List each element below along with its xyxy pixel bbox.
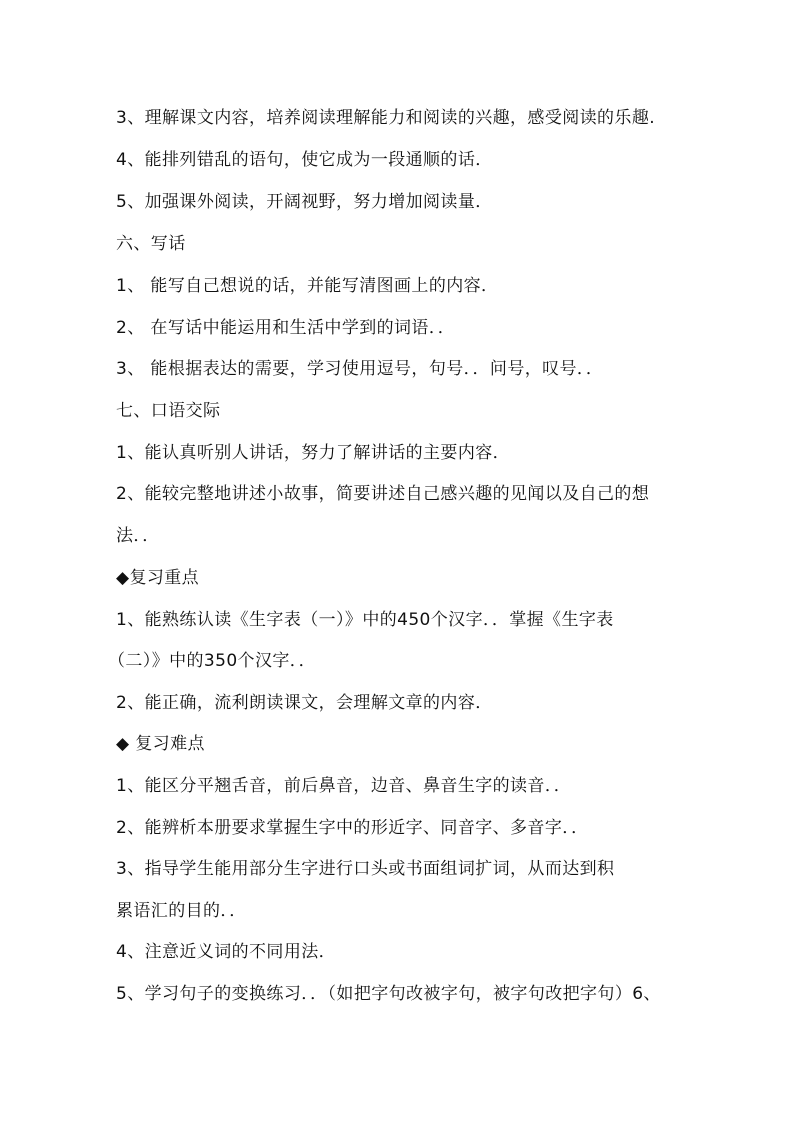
text-line: 2、能辨析本册要求掌握生字中的形近字、同音字、多音字．．: [116, 818, 589, 838]
text-line: 2、能较完整地讲述小故事，简要讲述自己感兴趣的见闻以及自己的想: [116, 484, 650, 504]
section-heading: ◆ 复习难点: [116, 734, 205, 754]
text-line: 1、能熟练认读《生字表（一）》中的450个汉字．．掌握《生字表: [116, 610, 614, 630]
text-line: 4、能排列错乱的语句，使它成为一段通顺的话．: [116, 150, 493, 170]
text-line: 2、 在写话中能运用和生活中学到的词语．．: [116, 318, 456, 338]
text-line: 3、指导学生能用部分生字进行口头或书面组词扩词，从而达到积: [116, 859, 615, 879]
text-line: 法．．: [116, 526, 160, 546]
text-line: 5、加强课外阅读，开阔视野，努力增加阅读量．: [116, 192, 493, 212]
text-line: 2、能正确，流利朗读课文，会理解文章的内容．: [116, 693, 493, 713]
text-line: 3、 能根据表达的需要，学习使用逗号，句号．．问号，叹号．．: [116, 359, 604, 379]
text-line: 4、注意近义词的不同用法．: [116, 942, 337, 962]
text-line: 1、 能写自己想说的话，并能写清图画上的内容．: [116, 276, 499, 296]
text-line: 累语汇的目的．．: [116, 901, 247, 921]
section-heading: 六、写话: [116, 234, 186, 254]
section-heading: ◆复习重点: [116, 568, 200, 588]
text-line: 1、能认真听别人讲话，努力了解讲话的主要内容．: [116, 443, 511, 463]
section-heading: 七、口语交际: [116, 401, 221, 421]
text-line: 1、能区分平翘舌音，前后鼻音，边音、鼻音生字的读音．．: [116, 776, 572, 796]
text-line: 5、学习句子的变换练习．．（如把字句改被字句，被字句改把字句）6、: [116, 984, 661, 1004]
text-line: （二）》中的350个汉字．．: [108, 651, 317, 671]
text-line: 3、理解课文内容，培养阅读理解能力和阅读的兴趣，感受阅读的乐趣.: [116, 108, 656, 128]
